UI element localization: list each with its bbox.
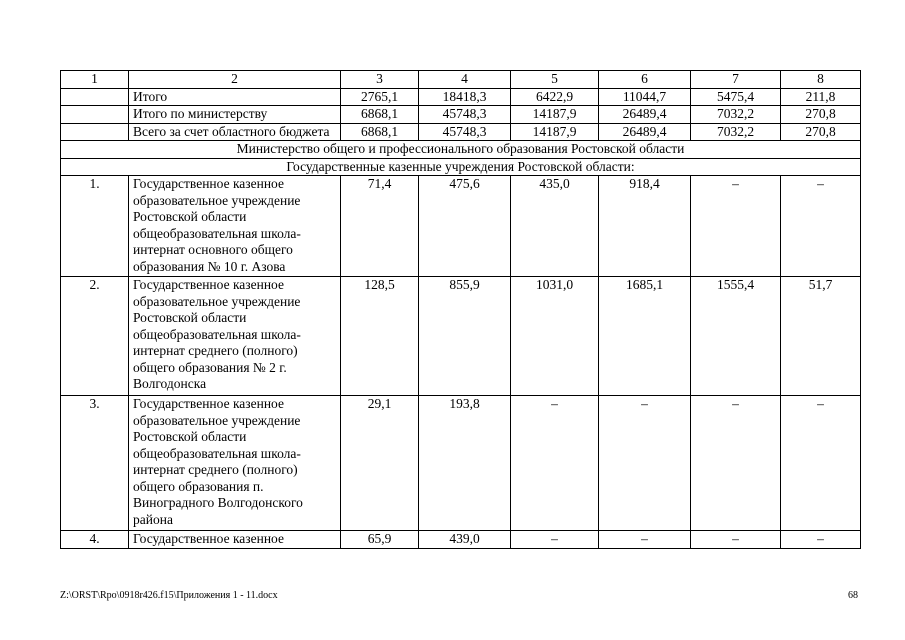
num-cell xyxy=(61,106,129,124)
budget-table xyxy=(60,70,861,549)
header-row xyxy=(61,71,861,89)
value-cell: 14187,9 xyxy=(511,106,599,124)
header-cell: 8 xyxy=(781,71,861,89)
section-title-row xyxy=(61,141,861,159)
row-number: 3. xyxy=(61,396,129,531)
subsection-title-row xyxy=(61,158,861,176)
value-cell: – xyxy=(781,396,861,531)
value-cell: 26489,4 xyxy=(599,123,691,141)
value-cell: 1555,4 xyxy=(691,277,781,396)
value-cell: 14187,9 xyxy=(511,123,599,141)
value-cell: – xyxy=(511,396,599,531)
header-cell: 5 xyxy=(511,71,599,89)
value-cell: 7032,2 xyxy=(691,106,781,124)
institution-name: Государственное казенное образовательное учреждение Ростовской области общеобразовательная школа-интернат среднего (полного) общего образования п. Виноградного Волгодонского района xyxy=(129,396,341,531)
num-cell xyxy=(61,123,129,141)
value-cell: 2765,1 xyxy=(341,88,419,106)
section-title: Министерство общего и профессионального образования Ростовской области xyxy=(61,141,861,159)
header-cell: 4 xyxy=(419,71,511,89)
value-cell: – xyxy=(691,396,781,531)
header-cell: 1 xyxy=(61,71,129,89)
value-cell: 439,0 xyxy=(419,531,511,549)
value-cell: 211,8 xyxy=(781,88,861,106)
value-cell: 18418,3 xyxy=(419,88,511,106)
value-cell: 26489,4 xyxy=(599,106,691,124)
value-cell: 45748,3 xyxy=(419,106,511,124)
value-cell: 193,8 xyxy=(419,396,511,531)
value-cell: – xyxy=(511,531,599,549)
summary-row-total-budget xyxy=(61,123,861,141)
header-cell: 2 xyxy=(129,71,341,89)
value-cell: 7032,2 xyxy=(691,123,781,141)
table-row xyxy=(61,396,861,531)
value-cell: 270,8 xyxy=(781,123,861,141)
value-cell: 45748,3 xyxy=(419,123,511,141)
value-cell: 475,6 xyxy=(419,176,511,277)
institution-name: Государственное казенное образовательное учреждение Ростовской области общеобразовательная школа-интернат основного общего образования № 10 г. Азова xyxy=(129,176,341,277)
value-cell: 855,9 xyxy=(419,277,511,396)
label-cell: Итого xyxy=(129,88,341,106)
institution-name: Государственное казенное образовательное учреждение Ростовской области общеобразовательная школа-интернат среднего (полного) общего образования № 2 г. Волгодонска xyxy=(129,277,341,396)
value-cell: 65,9 xyxy=(341,531,419,549)
value-cell: 128,5 xyxy=(341,277,419,396)
value-cell: 270,8 xyxy=(781,106,861,124)
summary-row-itogo xyxy=(61,88,861,106)
value-cell: 435,0 xyxy=(511,176,599,277)
table-row xyxy=(61,176,861,277)
row-number: 2. xyxy=(61,277,129,396)
value-cell: 6868,1 xyxy=(341,123,419,141)
table-row xyxy=(61,531,861,549)
value-cell: 1031,0 xyxy=(511,277,599,396)
value-cell: 6868,1 xyxy=(341,106,419,124)
value-cell: – xyxy=(691,176,781,277)
value-cell: 11044,7 xyxy=(599,88,691,106)
value-cell: 918,4 xyxy=(599,176,691,277)
value-cell: 5475,4 xyxy=(691,88,781,106)
value-cell: – xyxy=(781,176,861,277)
value-cell: – xyxy=(599,396,691,531)
institution-name: Государственное казенное xyxy=(129,531,341,549)
table-row xyxy=(61,277,861,396)
summary-row-ministry xyxy=(61,106,861,124)
row-number: 1. xyxy=(61,176,129,277)
num-cell xyxy=(61,88,129,106)
subsection-title: Государственные казенные учреждения Ростовской области: xyxy=(61,158,861,176)
value-cell: 1685,1 xyxy=(599,277,691,396)
row-number: 4. xyxy=(61,531,129,549)
value-cell: 51,7 xyxy=(781,277,861,396)
value-cell: – xyxy=(599,531,691,549)
value-cell: 71,4 xyxy=(341,176,419,277)
file-path-footer: Z:\ORST\Rpo\0918r426.f15\Приложения 1 - 11.docx xyxy=(60,590,278,601)
label-cell: Всего за счет областного бюджета xyxy=(129,123,341,141)
label-cell: Итого по министерству xyxy=(129,106,341,124)
value-cell: 29,1 xyxy=(341,396,419,531)
value-cell: – xyxy=(781,531,861,549)
value-cell: 6422,9 xyxy=(511,88,599,106)
header-cell: 6 xyxy=(599,71,691,89)
header-cell: 3 xyxy=(341,71,419,89)
page-number: 68 xyxy=(848,590,858,601)
value-cell: – xyxy=(691,531,781,549)
header-cell: 7 xyxy=(691,71,781,89)
